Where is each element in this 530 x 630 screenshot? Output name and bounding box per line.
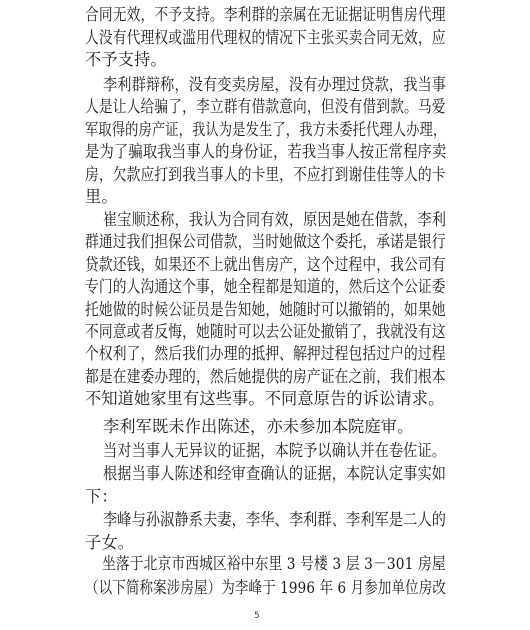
text-line: 人是让人给骗了，李立群有借款意向，但没有借到款。马爱 <box>85 97 446 117</box>
text-line: 李利群辩称，没有变卖房屋，没有办理过贷款，我当事 <box>103 75 447 94</box>
text-line: 不同意或者反悔，她随时可以去公证处撤销了，我就没有这 <box>85 322 446 341</box>
text-line: 里。 <box>85 187 118 206</box>
text-line: 不知道她家里有这些事。不同意原告的诉讼请求。 <box>85 389 445 409</box>
text-line: 军取得的房产证，我认为是发生了，我方未委托代理人办理， <box>85 119 447 139</box>
text-line: 下： <box>85 487 118 506</box>
text-line: 李利军既未作出陈述，亦未参加本院庭审。 <box>103 417 414 436</box>
text-line: 不予支持。 <box>85 50 167 69</box>
text-line: 都是在建委办理的，然后她提供的房产证在之前，我们根本 <box>85 366 446 386</box>
text-line: （以下简称案涉房屋）为李峰于 1996 年 6 月参加单位房改 <box>85 578 447 597</box>
page-number: 5 <box>254 611 260 621</box>
text-line: 人没有代理权或滥用代理权的情况下主张买卖合同无效，应 <box>85 27 446 47</box>
text-line: 房，欠款应打到我当事人的卡里，不应打到谢佳佳等人的卡 <box>85 164 446 184</box>
text-line: 专门的人沟通这个事，她全程都是知道的，然后这个公证委 <box>85 277 446 297</box>
text-line: 是为了骗取我当事人的身份证，若我当事人按正常程序卖 <box>85 142 447 162</box>
text-line: 贷款还钱，如果还不上就出售房产，这个过程中，我公司有 <box>85 254 446 274</box>
text-line: 当对当事人无异议的证据，本院予以确认并在卷佐证。 <box>103 441 447 460</box>
text-line: 托她做的时候公证员是告知她，她随时可以撤销的，如果她 <box>85 299 446 319</box>
text-line: 合同无效，不予支持。李利群的亲属在无证据证明售房代理 <box>85 5 446 24</box>
text-line: 崔宝顺述称，我认为合同有效，原因是她在借款，李利 <box>103 210 447 229</box>
text-line: 根据当事人陈述和经审查确认的证据，本院认定事实如 <box>103 464 447 483</box>
text-line: 坐落于北京市西城区裕中东里 3 号楼 3 层 3－301 房屋 <box>102 554 446 573</box>
text-line: 个权利了，然后我们办理的抵押、解押过程包括过户的过程 <box>85 344 446 364</box>
text-line: 群通过我们担保公司借款，当时她做这个委托，承诺是银行 <box>85 232 446 252</box>
text-line: 李峰与孙淑静系夫妻，李华、李利群、李利军是二人的 <box>103 510 447 529</box>
text-line: 子女。 <box>85 533 135 552</box>
